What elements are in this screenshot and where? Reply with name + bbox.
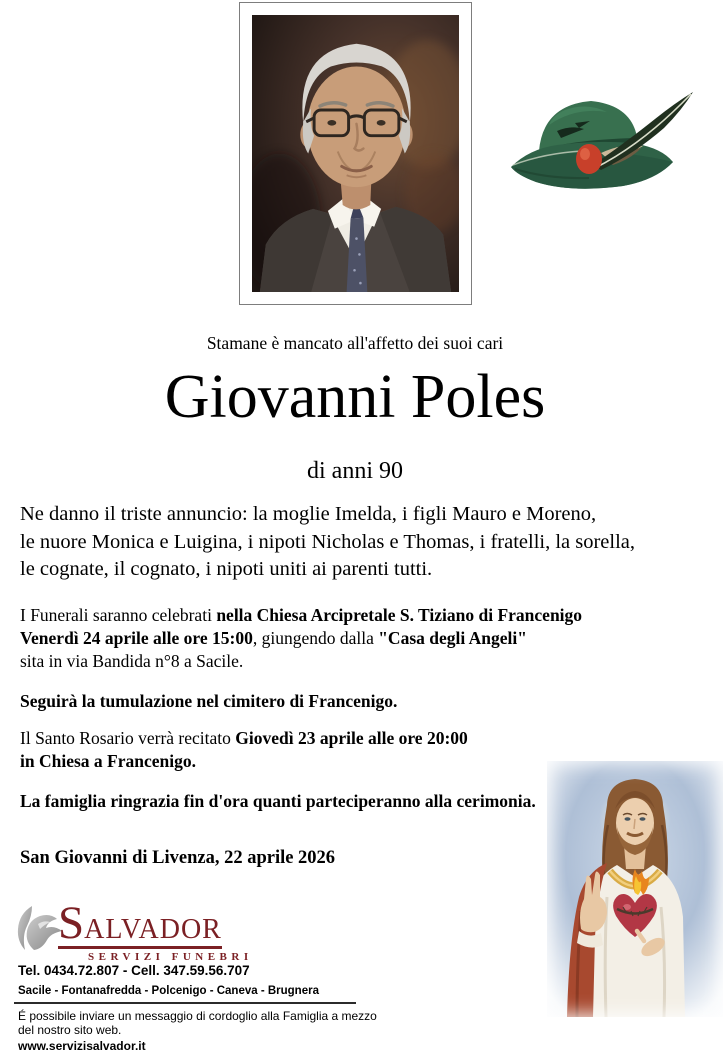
portrait-photo bbox=[252, 15, 459, 292]
age-line: di anni 90 bbox=[307, 458, 403, 484]
funeral-details bbox=[20, 604, 582, 673]
funeral-church: nella Chiesa Arcipretale S. Tiziano di Francenigo bbox=[216, 605, 583, 625]
intro-line: Stamane è mancato all'affetto dei suoi cari bbox=[206, 333, 504, 353]
brand-name bbox=[58, 897, 222, 949]
thanks-line: La famiglia ringrazia fin d'ora quanti parteciperanno alla cerimonia. bbox=[20, 791, 536, 811]
funeral-home-name: "Casa degli Angeli" bbox=[378, 628, 527, 648]
brand-subtitle: SERVIZI FUNEBRI bbox=[88, 951, 253, 964]
alpini-hat-image bbox=[505, 85, 705, 203]
brand-rest: ALVADOR bbox=[84, 914, 222, 945]
portrait-photo-frame bbox=[239, 2, 472, 305]
rosary-datetime: Giovedì 23 aprile alle ore 20:00 bbox=[235, 728, 468, 748]
funeral-text: , giungendo dalla bbox=[252, 628, 379, 648]
family-line: le nuore Monica e Luigina, i nipoti Nicholas e Thomas, i fratelli, la sorella, bbox=[20, 530, 636, 553]
funeral-home-logo bbox=[14, 897, 380, 964]
funeral-datetime: Venerdì 24 aprile alle ore 15:00 bbox=[20, 628, 253, 648]
portrait-illustration bbox=[252, 15, 459, 292]
service-areas-line: Sacile - Fontanafredda - Polcenigo - Caneva - Brugnera bbox=[18, 985, 319, 997]
rosary-place: in Chiesa a Francenigo. bbox=[20, 751, 196, 771]
footer-divider bbox=[14, 1002, 356, 1004]
funeral-address: sita in via Bandida n°8 a Sacile. bbox=[20, 651, 244, 671]
alpini-hat-illustration bbox=[505, 85, 705, 203]
funeral-text: I Funerali saranno celebrati bbox=[20, 605, 217, 625]
rosary-details bbox=[20, 727, 468, 773]
rosary-text: Il Santo Rosario verrà recitato bbox=[20, 728, 236, 748]
website-text: www.servizisalvador.it bbox=[18, 1039, 146, 1053]
family-line: le cognate, il cognato, i nipoti uniti ai parenti tutti. bbox=[20, 558, 433, 580]
place-date-line: San Giovanni di Livenza, 22 aprile 2026 bbox=[20, 848, 336, 868]
sacred-heart-illustration bbox=[547, 761, 723, 1017]
phone-line: Tel. 0434.72.807 - Cell. 347.59.56.707 bbox=[18, 963, 250, 978]
deceased-name: Giovanni Poles bbox=[164, 363, 546, 431]
family-line: Ne danno il triste annuncio: la moglie Imelda, i figli Mauro e Moreno, bbox=[20, 503, 597, 525]
brand-text bbox=[58, 897, 253, 964]
condolence-message: É possibile inviare un messaggio di cordoglio alla Famiglia a mezzo del nostro sito web. bbox=[18, 1009, 377, 1037]
brand-initial: S bbox=[58, 897, 85, 949]
footer bbox=[14, 897, 380, 1053]
family-announcement bbox=[20, 501, 635, 584]
burial-line: Seguirà la tumulazione nel cimitero di Francenigo. bbox=[20, 691, 398, 711]
sacred-heart-image bbox=[547, 761, 723, 1017]
